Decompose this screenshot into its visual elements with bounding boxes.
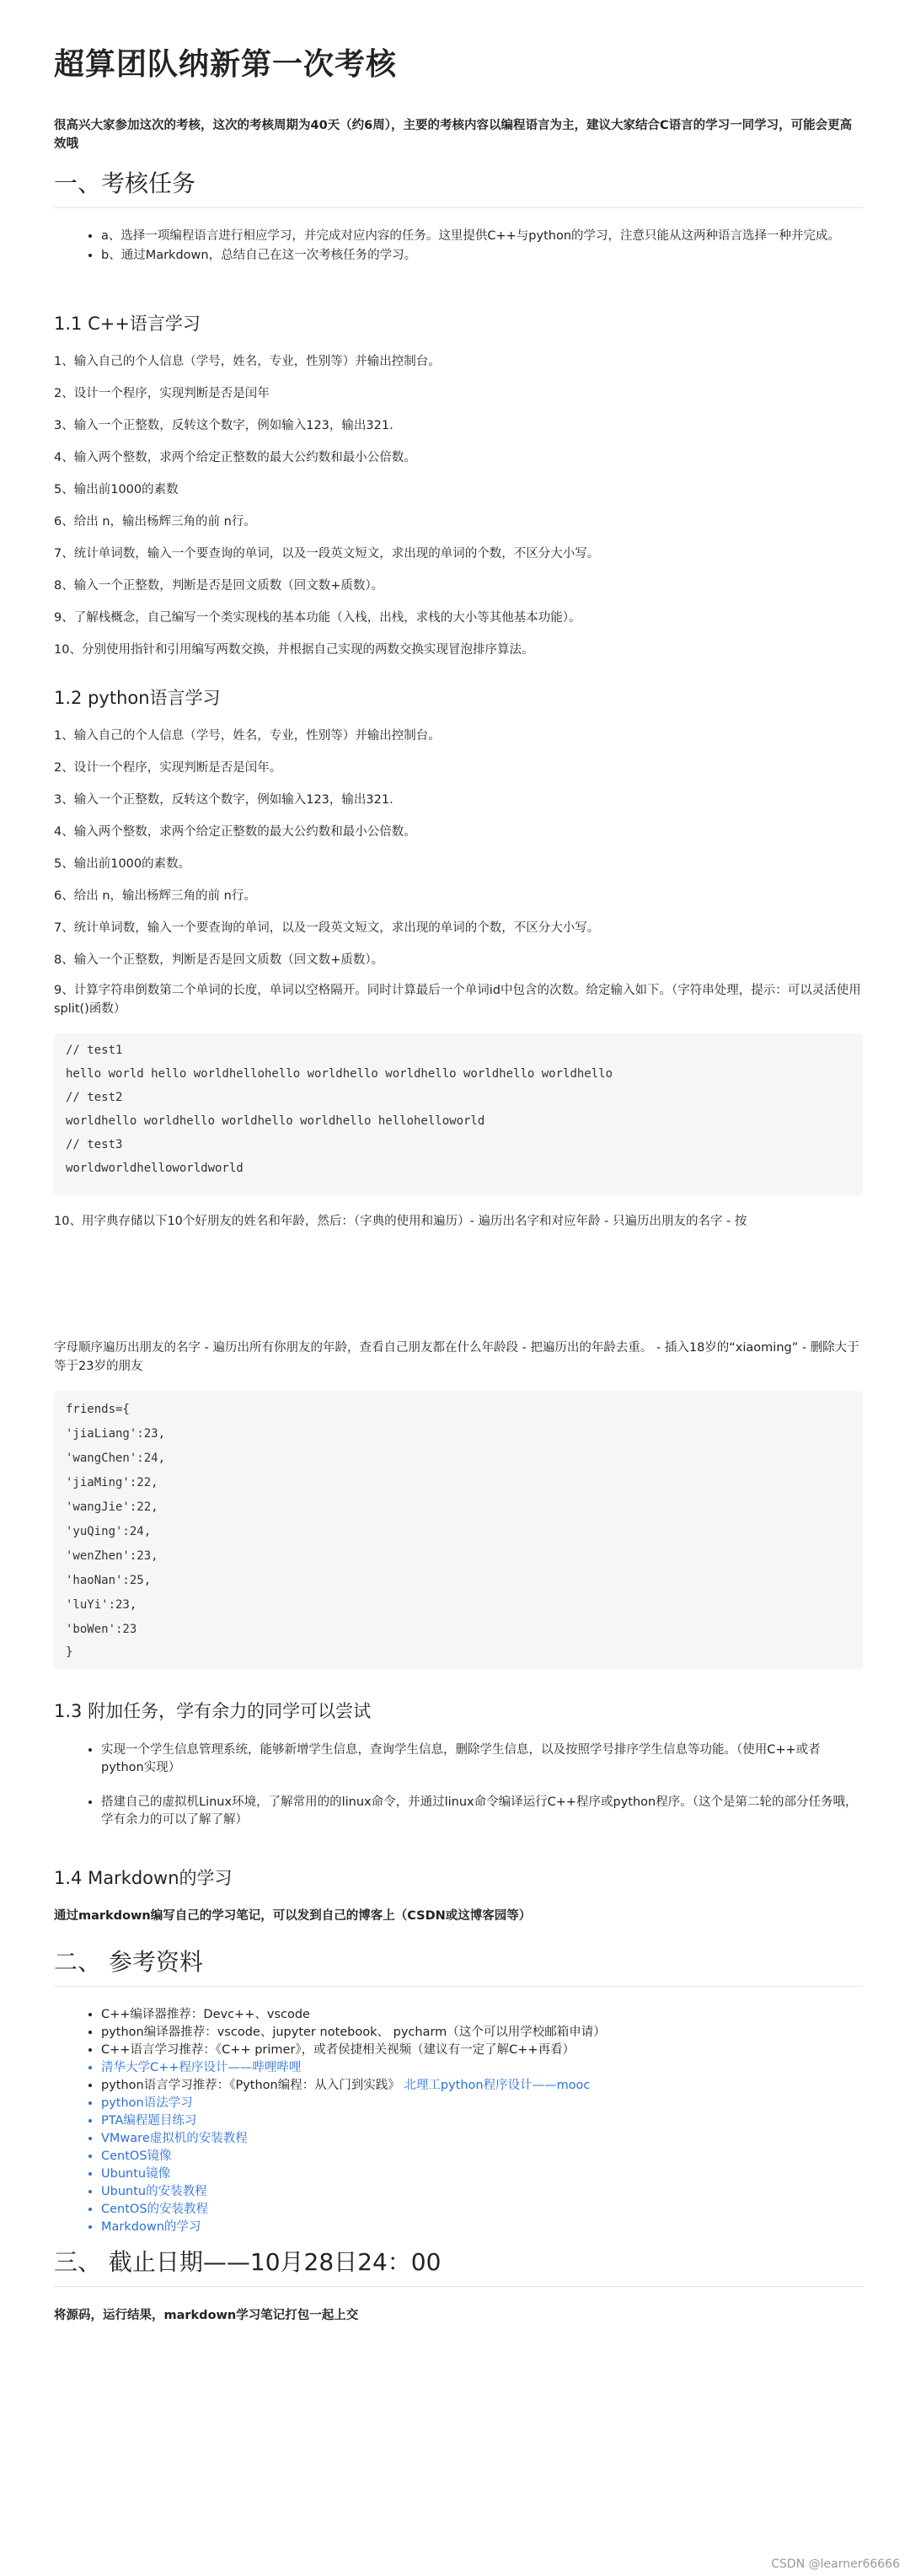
ref-link-python-syntax[interactable]: • python语法学习 [101, 2095, 606, 2112]
cpp-item: 6、给出 n，输出杨辉三角的前 n行。 [54, 515, 256, 529]
ref-link-centos-install[interactable]: • CentOS的安装教程 [101, 2201, 606, 2219]
python-item: 6、给出 n，输出杨辉三角的前 n行。 [54, 889, 256, 903]
ref-python-books: python语言学习推荐：《Python编程：从入门到实践》 [101, 2079, 400, 2092]
ref-link-ubuntu-image[interactable]: • Ubuntu镜像 [101, 2165, 606, 2183]
code-line: 'jiaLiang':23, [66, 1427, 166, 1441]
ref-item: • C++编译器推荐：Devc++、vscode [101, 2006, 606, 2024]
python-item-10: 10、用字典存储以下10个好朋友的姓名和年龄，然后：（字典的使用和遍历）- 遍历出名字和对应年龄 - 只遍历出朋友的名字 - 按 [54, 1215, 747, 1228]
ref-link-markdown[interactable]: • Markdown的学习 [101, 2219, 606, 2236]
page-title: 超算团队纳新第一次考核 [54, 47, 398, 82]
python-item: 4、输入两个整数，求两个给定正整数的最大公约数和最小公倍数。 [54, 825, 416, 839]
extra-heading: 1.3 附加任务，学有余力的同学可以尝试 [54, 1701, 372, 1721]
code-line: 'boWen':23 [66, 1623, 137, 1636]
cpp-item: 8、输入一个正整数，判断是否是回文质数（回文数+质数）。 [54, 579, 384, 593]
ref-link-vmware[interactable]: • VMware虚拟机的安装教程 [101, 2130, 606, 2148]
code-block-test [54, 1033, 863, 1195]
task-item-a: • a、选择一项编程语言进行相应学习，并完成对应内容的任务。这里提供C++与python的学习，注意只能从这两种语言选择一种并完成。 [101, 228, 863, 245]
extra-list [54, 1741, 863, 1829]
intro-text: 很高兴大家参加这次的考核，这次的考核周期为40天（约6周），主要的考核内容以编程语言为主，建议大家结合C语言的学习一同学习，可能会更高效哦 [54, 119, 853, 151]
cpp-item: 2、设计一个程序，实现判断是否是闰年 [54, 387, 270, 400]
python-item-10-cont: 字母顺序遍历出朋友的名字 - 遍历出所有你朋友的年龄，查看自己朋友都在什么年龄段 - 把遍历出的年龄去重。 - 插入18岁的“xiaoming” - 删除大于等于23岁的朋友 [54, 1341, 859, 1373]
code-line: 'jiaMing':22, [66, 1476, 158, 1489]
section-tasks-heading: 一、考核任务 [54, 165, 863, 208]
ref-link-pta[interactable]: • PTA编程题目练习 [101, 2112, 606, 2130]
extra-item: • 搭建自己的虚拟机Linux环境，了解常用的的linux命令，并通过linux命令编译运行C++程序或python程序。（这个是第二轮的部分任务哦，学有余力的可以了解了解） [101, 1794, 863, 1829]
cpp-item: 10、分别使用指针和引用编写两数交换，并根据自己实现的两数交换实现冒泡排序算法。 [54, 643, 534, 657]
cpp-item: 3、输入一个正整数，反转这个数字，例如输入123，输出321. [54, 419, 393, 432]
deadline-text: 将源码，运行结果，markdown学习笔记打包一起上交 [54, 2309, 359, 2322]
code-line: 'wenZhen':23, [66, 1549, 158, 1563]
task-list [54, 228, 863, 265]
ref-item: • C++语言学习推荐：《C++ primer》，或者侯捷相关视频（建议有一定了解C++再看） [101, 2042, 606, 2059]
code-line: 'haoNan':25, [66, 1574, 152, 1587]
python-item: 2、设计一个程序，实现判断是否是闰年。 [54, 761, 282, 775]
ref-link-tsinghua-cpp[interactable]: • 清华大学C++程序设计——哔哩哔哩 [101, 2059, 606, 2077]
cpp-item: 7、统计单词数，输入一个要查询的单词，以及一段英文短文，求出现的单词的个数，不区分大小写。 [54, 547, 600, 561]
cpp-heading: 1.1 C++语言学习 [54, 314, 201, 334]
ref-link-centos-image[interactable]: • CentOS镜像 [101, 2148, 606, 2165]
python-item: 1、输入自己的个人信息（学号，姓名，专业，性别等）并输出控制台。 [54, 729, 441, 743]
python-item: 5、输出前1000的素数。 [54, 857, 191, 871]
code-line: // test2 [66, 1091, 123, 1104]
code-line: // test3 [66, 1138, 123, 1151]
markdown-heading: 1.4 Markdown的学习 [54, 1868, 233, 1888]
code-line: 'wangChen':24, [66, 1452, 166, 1465]
python-item-9: 9、计算字符串倒数第二个单词的长度，单词以空格隔开。同时计算最后一个单词id中包含的次数。给定输入如下。（字符串处理，提示：可以灵活使用split()函数） [54, 984, 861, 1016]
code-line: // test1 [66, 1044, 123, 1057]
task-item-b: • b、通过Markdown，总结自己在这一次考核任务的学习。 [101, 247, 863, 265]
python-heading: 1.2 python语言学习 [54, 688, 221, 708]
python-item: 8、输入一个正整数，判断是否是回文质数（回文数+质数）。 [54, 953, 384, 967]
ref-link-bit-python-mooc[interactable]: 北理工python程序设计——mooc [404, 2079, 591, 2092]
code-line: worldworldhelloworldworld [66, 1162, 244, 1175]
code-line: } [66, 1645, 73, 1659]
code-line: friends={ [66, 1403, 130, 1416]
cpp-item: 9、了解栈概念，自己编写一个类实现栈的基本功能（入栈，出栈，求栈的大小等其他基本功能）。 [54, 611, 581, 625]
reference-list [54, 2006, 606, 2236]
section-refs-heading: 二、 参考资料 [54, 1944, 863, 1987]
ref-item [101, 2077, 606, 2095]
python-item: 3、输入一个正整数，反转这个数字，例如输入123，输出321. [54, 793, 393, 807]
extra-item: • 实现一个学生信息管理系统，能够新增学生信息，查询学生信息，删除学生信息，以及按照学号排序学生信息等功能。（使用C++或者python实现） [101, 1741, 863, 1777]
code-line: worldhello worldhello worldhello worldhello hellohelloworld [66, 1114, 485, 1128]
ref-item: • python编译器推荐：vscode、jupyter notebook、 pycharm（这个可以用学校邮箱申请） [101, 2024, 606, 2042]
python-item: 7、统计单词数，输入一个要查询的单词，以及一段英文短文，求出现的单词的个数，不区分大小写。 [54, 921, 600, 935]
ref-link-ubuntu-install[interactable]: • Ubuntu的安装教程 [101, 2183, 606, 2201]
markdown-text: 通过markdown编写自己的学习笔记，可以发到自己的博客上（CSDN或这博客园等） [54, 1909, 532, 1923]
code-line: 'wangJie':22, [66, 1500, 158, 1514]
cpp-item: 1、输入自己的个人信息（学号，姓名，专业，性别等）并输出控制台。 [54, 355, 441, 368]
code-line: hello world hello worldhellohello worldhello worldhello worldhello worldhello [66, 1067, 613, 1081]
code-line: 'luYi':23, [66, 1598, 137, 1612]
code-block-friends [54, 1391, 863, 1669]
cpp-item: 5、输出前1000的素数 [54, 483, 179, 496]
code-line: 'yuQing':24, [66, 1525, 152, 1538]
csdn-watermark: CSDN @learner66666 [771, 2557, 900, 2571]
cpp-item: 4、输入两个整数，求两个给定正整数的最大公约数和最小公倍数。 [54, 451, 416, 464]
section-deadline-heading: 三、 截止日期——10月28日24：00 [54, 2244, 863, 2287]
